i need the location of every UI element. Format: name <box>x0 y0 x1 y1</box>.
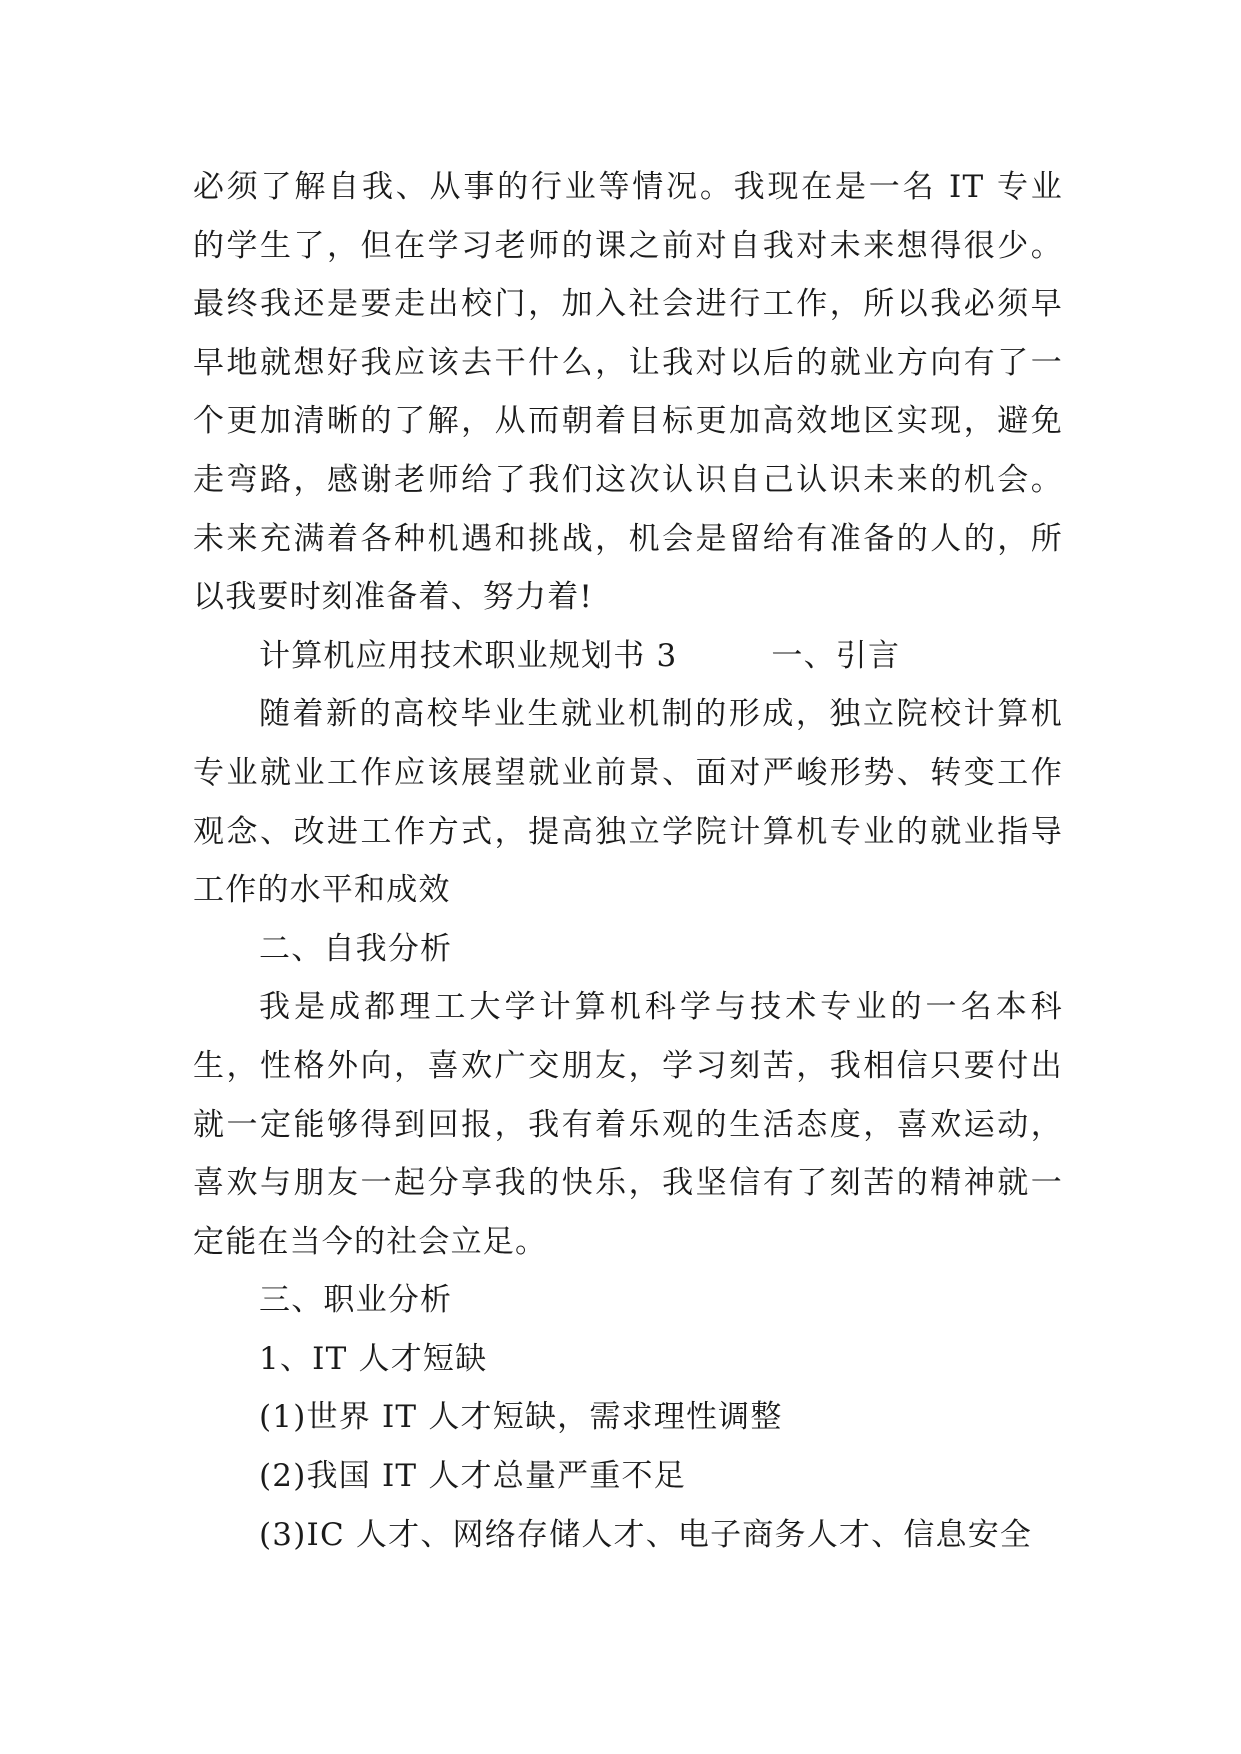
text-line: 必须了解自我、从事的行业等情况。我现在是一名 IT 专业 <box>193 169 1063 205</box>
text-line: 以我要时刻准备着、努力着! <box>193 579 594 616</box>
list-item-it-talent-shortage: 1、IT 人才短缺 <box>259 1340 488 1377</box>
text-line: 生，性格外向，喜欢广交朋友，学习刻苦，我相信只要付出 <box>193 1047 1063 1084</box>
text-line: 最终我还是要走出校门，加入社会进行工作，所以我必须早 <box>193 286 1063 323</box>
list-item-china-it-shortage: (2)我国 IT 人才总量严重不足 <box>259 1458 686 1495</box>
text-line: 专业就业工作应该展望就业前景、面对严峻形势、转变工作 <box>193 754 1063 791</box>
text-line: 未来充满着各种机遇和挑战，机会是留给有准备的人的，所 <box>193 520 1063 557</box>
text-line: 观念、改进工作方式，提高独立学院计算机专业的就业指导 <box>193 813 1063 850</box>
text-line: 我是成都理工大学计算机科学与技术专业的一名本科 <box>259 989 1063 1026</box>
heading-career-analysis: 三、职业分析 <box>259 1282 453 1319</box>
text-line: 就一定能够得到回报，我有着乐观的生活态度，喜欢运动， <box>193 1106 1063 1143</box>
text-line: 走弯路，感谢老师给了我们这次认识自己认识未来的机会。 <box>193 461 1063 498</box>
text-line: 随着新的高校毕业生就业机制的形成，独立院校计算机 <box>259 696 1063 733</box>
text-line: 早地就想好我应该去干什么，让我对以后的就业方向有了一 <box>193 344 1063 381</box>
document-body <box>193 158 1063 1564</box>
text-line: 的学生了，但在学习老师的课之前对自我对未来想得很少。 <box>193 227 1063 264</box>
text-line: 工作的水平和成效 <box>193 872 451 909</box>
paragraph-career-awareness <box>193 158 1063 627</box>
paragraph-self-analysis <box>193 978 1063 1271</box>
text-line: 定能在当今的社会立足。 <box>193 1223 548 1260</box>
paragraph-introduction <box>193 685 1063 919</box>
heading-self-analysis: 二、自我分析 <box>259 930 453 967</box>
section-title: 计算机应用技术职业规划书 3 <box>259 637 678 674</box>
text-line: 喜欢与朋友一起分享我的快乐，我坚信有了刻苦的精神就一 <box>193 1165 1063 1202</box>
text-line: 个更加清晰的了解，从而朝着目标更加高效地区实现，避免 <box>193 403 1063 440</box>
list-item-ic-talent: (3)IC 人才、网络存储人才、电子商务人才、信息安全 <box>259 1516 1033 1553</box>
list-item-world-it-shortage: (1)世界 IT 人才短缺，需求理性调整 <box>259 1399 783 1436</box>
intro-heading: 一、引言 <box>771 637 901 674</box>
section-title-row <box>193 627 1063 686</box>
